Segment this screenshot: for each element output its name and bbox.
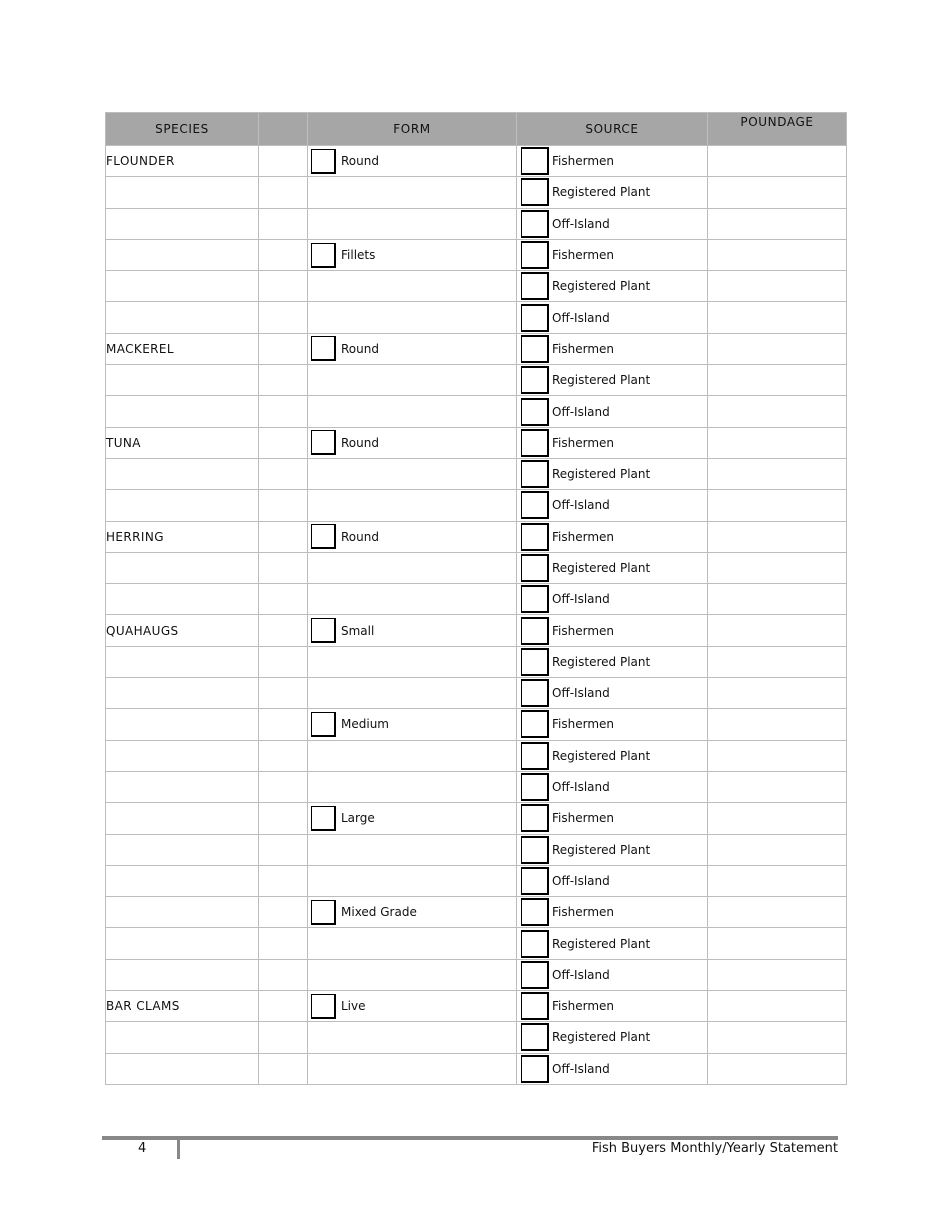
source-label: Registered Plant [552, 279, 651, 294]
source-checkbox[interactable] [521, 898, 549, 926]
blank-entry-cell[interactable] [259, 239, 308, 270]
source-label: Registered Plant [552, 936, 651, 951]
blank-entry-cell[interactable] [259, 740, 308, 771]
form-cell [308, 709, 517, 740]
source-checkbox[interactable] [521, 398, 549, 426]
source-cell [517, 1053, 708, 1084]
species-cell [106, 678, 259, 709]
blank-entry-cell[interactable] [259, 897, 308, 928]
form-cell [308, 271, 517, 302]
table-row [106, 333, 847, 364]
source-checkbox[interactable] [521, 429, 549, 457]
form-cell [308, 897, 517, 928]
form-label: Medium [341, 717, 389, 732]
table-row [106, 928, 847, 959]
source-cell [517, 208, 708, 239]
form-checkbox[interactable] [311, 149, 336, 174]
form-label: Round [341, 154, 379, 169]
species-cell [106, 897, 259, 928]
source-cell [517, 396, 708, 427]
source-checkbox[interactable] [521, 523, 549, 551]
source-cell [517, 803, 708, 834]
source-cell [517, 333, 708, 364]
page-number: 4 [138, 1141, 147, 1156]
source-label: Off-Island [552, 967, 610, 982]
source-checkbox[interactable] [521, 992, 549, 1020]
form-cell [308, 208, 517, 239]
source-header: SOURCE [517, 113, 708, 146]
poundage-header: POUNDAGE [708, 113, 847, 146]
source-cell [517, 834, 708, 865]
table-row [106, 490, 847, 521]
species-cell: TUNA [106, 427, 259, 458]
table-row [106, 208, 847, 239]
source-cell [517, 865, 708, 896]
species-cell: FLOUNDER [106, 146, 259, 177]
source-label: Fishermen [552, 529, 615, 544]
source-checkbox[interactable] [521, 961, 549, 989]
table-row [106, 458, 847, 489]
species-cell [106, 302, 259, 333]
species-cell [106, 834, 259, 865]
table-row [106, 271, 847, 302]
form-cell [308, 302, 517, 333]
poundage-entry-cell[interactable] [708, 740, 847, 771]
species-cell [106, 928, 259, 959]
poundage-entry-cell[interactable] [708, 396, 847, 427]
source-checkbox[interactable] [521, 554, 549, 582]
blank-entry-cell[interactable] [259, 271, 308, 302]
species-cell [106, 239, 259, 270]
species-header: SPECIES [106, 113, 259, 146]
table-row [106, 521, 847, 552]
species-cell [106, 208, 259, 239]
blank-entry-cell[interactable] [259, 803, 308, 834]
poundage-entry-cell[interactable] [708, 803, 847, 834]
footer-title: Fish Buyers Monthly/Yearly Statement [591, 1141, 838, 1156]
form-label: Small [341, 623, 375, 638]
form-cell [308, 991, 517, 1022]
source-cell [517, 271, 708, 302]
source-label: Fishermen [552, 811, 615, 826]
species-cell [106, 709, 259, 740]
source-label: Registered Plant [552, 467, 651, 482]
blank-entry-cell[interactable] [259, 208, 308, 239]
source-label: Fishermen [552, 341, 615, 356]
source-label: Fishermen [552, 154, 615, 169]
source-label: Registered Plant [552, 1030, 651, 1045]
poundage-entry-cell[interactable] [708, 771, 847, 802]
source-cell [517, 146, 708, 177]
table-row [106, 146, 847, 177]
source-checkbox[interactable] [521, 804, 549, 832]
source-checkbox[interactable] [521, 272, 549, 300]
source-cell [517, 552, 708, 583]
source-cell [517, 771, 708, 802]
source-label: Off-Island [552, 216, 610, 231]
poundage-entry-cell[interactable] [708, 521, 847, 552]
poundage-entry-cell[interactable] [708, 897, 847, 928]
poundage-entry-cell[interactable] [708, 458, 847, 489]
source-cell [517, 521, 708, 552]
poundage-entry-cell[interactable] [708, 1022, 847, 1053]
form-cell [308, 490, 517, 521]
source-checkbox[interactable] [521, 304, 549, 332]
source-cell [517, 302, 708, 333]
source-cell [517, 928, 708, 959]
blank-entry-cell[interactable] [259, 615, 308, 646]
form-cell [308, 146, 517, 177]
source-label: Off-Island [552, 873, 610, 888]
source-label: Registered Plant [552, 373, 651, 388]
form-cell [308, 678, 517, 709]
source-checkbox[interactable] [521, 930, 549, 958]
source-label: Off-Island [552, 1061, 610, 1076]
blank-entry-cell[interactable] [259, 771, 308, 802]
species-cell [106, 271, 259, 302]
source-checkbox[interactable] [521, 147, 549, 175]
source-label: Fishermen [552, 717, 615, 732]
table-row [106, 239, 847, 270]
source-cell [517, 1022, 708, 1053]
table-row [106, 740, 847, 771]
form-cell [308, 177, 517, 208]
form-label: Round [341, 341, 379, 356]
species-cell [106, 584, 259, 615]
source-label: Off-Island [552, 404, 610, 419]
blank-header [259, 113, 308, 146]
source-checkbox[interactable] [521, 178, 549, 206]
source-cell [517, 177, 708, 208]
source-cell [517, 678, 708, 709]
poundage-entry-cell[interactable] [708, 678, 847, 709]
species-cell [106, 803, 259, 834]
table-row [106, 552, 847, 583]
form-cell [308, 427, 517, 458]
species-cell [106, 365, 259, 396]
table-row [106, 678, 847, 709]
poundage-entry-cell[interactable] [708, 928, 847, 959]
blank-entry-cell[interactable] [259, 991, 308, 1022]
form-cell [308, 740, 517, 771]
poundage-entry-cell[interactable] [708, 146, 847, 177]
source-label: Fishermen [552, 435, 615, 450]
source-label: Fishermen [552, 248, 615, 263]
form-cell [308, 865, 517, 896]
form-checkbox[interactable] [311, 618, 336, 643]
source-label: Fishermen [552, 999, 615, 1014]
source-checkbox[interactable] [521, 836, 549, 864]
table-row [106, 177, 847, 208]
form-label: Live [341, 999, 366, 1014]
species-cell [106, 490, 259, 521]
species-cell: MACKEREL [106, 333, 259, 364]
form-cell [308, 396, 517, 427]
blank-entry-cell[interactable] [259, 333, 308, 364]
source-checkbox[interactable] [521, 335, 549, 363]
species-cell [106, 396, 259, 427]
species-cell [106, 771, 259, 802]
source-label: Off-Island [552, 592, 610, 607]
poundage-entry-cell[interactable] [708, 365, 847, 396]
source-label: Registered Plant [552, 185, 651, 200]
table-row [106, 1022, 847, 1053]
blank-entry-cell[interactable] [259, 177, 308, 208]
source-checkbox[interactable] [521, 1055, 549, 1083]
source-checkbox[interactable] [521, 460, 549, 488]
source-cell [517, 615, 708, 646]
form-cell [308, 803, 517, 834]
source-label: Fishermen [552, 905, 615, 920]
blank-entry-cell[interactable] [259, 427, 308, 458]
form-cell [308, 521, 517, 552]
poundage-entry-cell[interactable] [708, 959, 847, 990]
table-row [106, 615, 847, 646]
form-checkbox[interactable] [311, 336, 336, 361]
source-label: Registered Plant [552, 842, 651, 857]
source-label: Fishermen [552, 623, 615, 638]
fish-statement-table [105, 112, 847, 1085]
form-checkbox[interactable] [311, 524, 336, 549]
blank-entry-cell[interactable] [259, 928, 308, 959]
form-label: Large [341, 811, 375, 826]
table-row [106, 771, 847, 802]
table-header-row [106, 113, 847, 146]
source-checkbox[interactable] [521, 585, 549, 613]
species-cell: QUAHAUGS [106, 615, 259, 646]
form-checkbox[interactable] [311, 806, 336, 831]
table-row [106, 709, 847, 740]
poundage-entry-cell[interactable] [708, 302, 847, 333]
table-row [106, 396, 847, 427]
species-cell [106, 177, 259, 208]
poundage-entry-cell[interactable] [708, 177, 847, 208]
form-cell [308, 959, 517, 990]
source-checkbox[interactable] [521, 366, 549, 394]
species-cell [106, 740, 259, 771]
blank-entry-cell[interactable] [259, 302, 308, 333]
form-checkbox[interactable] [311, 900, 336, 925]
blank-entry-cell[interactable] [259, 490, 308, 521]
species-cell [106, 552, 259, 583]
blank-entry-cell[interactable] [259, 959, 308, 990]
poundage-entry-cell[interactable] [708, 552, 847, 583]
blank-entry-cell[interactable] [259, 1053, 308, 1084]
source-label: Off-Island [552, 498, 610, 513]
species-cell [106, 1053, 259, 1084]
poundage-entry-cell[interactable] [708, 709, 847, 740]
source-checkbox[interactable] [521, 710, 549, 738]
source-checkbox[interactable] [521, 210, 549, 238]
form-cell [308, 333, 517, 364]
source-cell [517, 427, 708, 458]
source-label: Registered Plant [552, 561, 651, 575]
species-cell [106, 1022, 259, 1053]
species-cell [106, 458, 259, 489]
source-cell [517, 740, 708, 771]
source-checkbox[interactable] [521, 773, 549, 801]
source-checkbox[interactable] [521, 491, 549, 519]
source-cell [517, 584, 708, 615]
blank-entry-cell[interactable] [259, 521, 308, 552]
table-row [106, 646, 847, 677]
table-row [106, 834, 847, 865]
table-body [106, 146, 847, 1085]
form-cell [308, 584, 517, 615]
poundage-entry-cell[interactable] [708, 271, 847, 302]
form-cell [308, 239, 517, 270]
form-label: Mixed Grade [341, 905, 417, 920]
species-cell: HERRING [106, 521, 259, 552]
form-header: FORM [308, 113, 517, 146]
table-row [106, 302, 847, 333]
form-cell [308, 552, 517, 583]
blank-entry-cell[interactable] [259, 834, 308, 865]
table-row [106, 584, 847, 615]
species-cell [106, 959, 259, 990]
species-cell: BAR CLAMS [106, 991, 259, 1022]
form-checkbox[interactable] [311, 994, 336, 1019]
footer-rule [102, 1136, 838, 1140]
table-row [106, 959, 847, 990]
source-checkbox[interactable] [521, 679, 549, 707]
poundage-entry-cell[interactable] [708, 333, 847, 364]
form-label: Fillets [341, 248, 376, 263]
source-cell [517, 365, 708, 396]
source-checkbox[interactable] [521, 648, 549, 676]
blank-entry-cell[interactable] [259, 1022, 308, 1053]
form-label: Round [341, 435, 379, 450]
form-label: Round [341, 529, 379, 544]
source-label: Off-Island [552, 780, 610, 795]
blank-entry-cell[interactable] [259, 865, 308, 896]
source-cell [517, 646, 708, 677]
species-cell [106, 865, 259, 896]
form-cell [308, 1053, 517, 1084]
poundage-entry-cell[interactable] [708, 239, 847, 270]
blank-entry-cell[interactable] [259, 678, 308, 709]
table-row [106, 1053, 847, 1084]
source-checkbox[interactable] [521, 867, 549, 895]
source-checkbox[interactable] [521, 241, 549, 269]
form-cell [308, 365, 517, 396]
source-label: Registered Plant [552, 654, 651, 669]
table-row [106, 365, 847, 396]
poundage-entry-cell[interactable] [708, 208, 847, 239]
poundage-entry-cell[interactable] [708, 991, 847, 1022]
blank-entry-cell[interactable] [259, 396, 308, 427]
form-checkbox[interactable] [311, 243, 336, 268]
blank-entry-cell[interactable] [259, 584, 308, 615]
table-row [106, 897, 847, 928]
source-cell [517, 709, 708, 740]
form-cell [308, 646, 517, 677]
poundage-entry-cell[interactable] [708, 615, 847, 646]
poundage-entry-cell[interactable] [708, 584, 847, 615]
blank-entry-cell[interactable] [259, 146, 308, 177]
source-cell [517, 897, 708, 928]
blank-entry-cell[interactable] [259, 646, 308, 677]
form-cell [308, 834, 517, 865]
poundage-entry-cell[interactable] [708, 1053, 847, 1084]
table-row [106, 427, 847, 458]
table-row [106, 865, 847, 896]
source-checkbox[interactable] [521, 742, 549, 770]
poundage-entry-cell[interactable] [708, 646, 847, 677]
poundage-entry-cell[interactable] [708, 490, 847, 521]
poundage-entry-cell[interactable] [708, 865, 847, 896]
form-checkbox[interactable] [311, 712, 336, 737]
table-row [106, 991, 847, 1022]
source-label: Registered Plant [552, 748, 651, 763]
blank-entry-cell[interactable] [259, 709, 308, 740]
source-cell [517, 239, 708, 270]
source-label: Off-Island [552, 686, 610, 701]
form-checkbox[interactable] [311, 430, 336, 455]
source-checkbox[interactable] [521, 617, 549, 645]
form-cell [308, 458, 517, 489]
table-row [106, 803, 847, 834]
form-cell [308, 928, 517, 959]
source-cell [517, 991, 708, 1022]
footer-divider [177, 1140, 180, 1159]
form-cell [308, 771, 517, 802]
source-checkbox[interactable] [521, 1023, 549, 1051]
species-cell [106, 646, 259, 677]
poundage-entry-cell[interactable] [708, 427, 847, 458]
blank-entry-cell[interactable] [259, 552, 308, 583]
source-cell [517, 490, 708, 521]
form-cell [308, 1022, 517, 1053]
source-cell [517, 458, 708, 489]
blank-entry-cell[interactable] [259, 365, 308, 396]
blank-entry-cell[interactable] [259, 458, 308, 489]
poundage-entry-cell[interactable] [708, 834, 847, 865]
source-label: Off-Island [552, 310, 610, 325]
source-cell [517, 959, 708, 990]
form-cell [308, 615, 517, 646]
